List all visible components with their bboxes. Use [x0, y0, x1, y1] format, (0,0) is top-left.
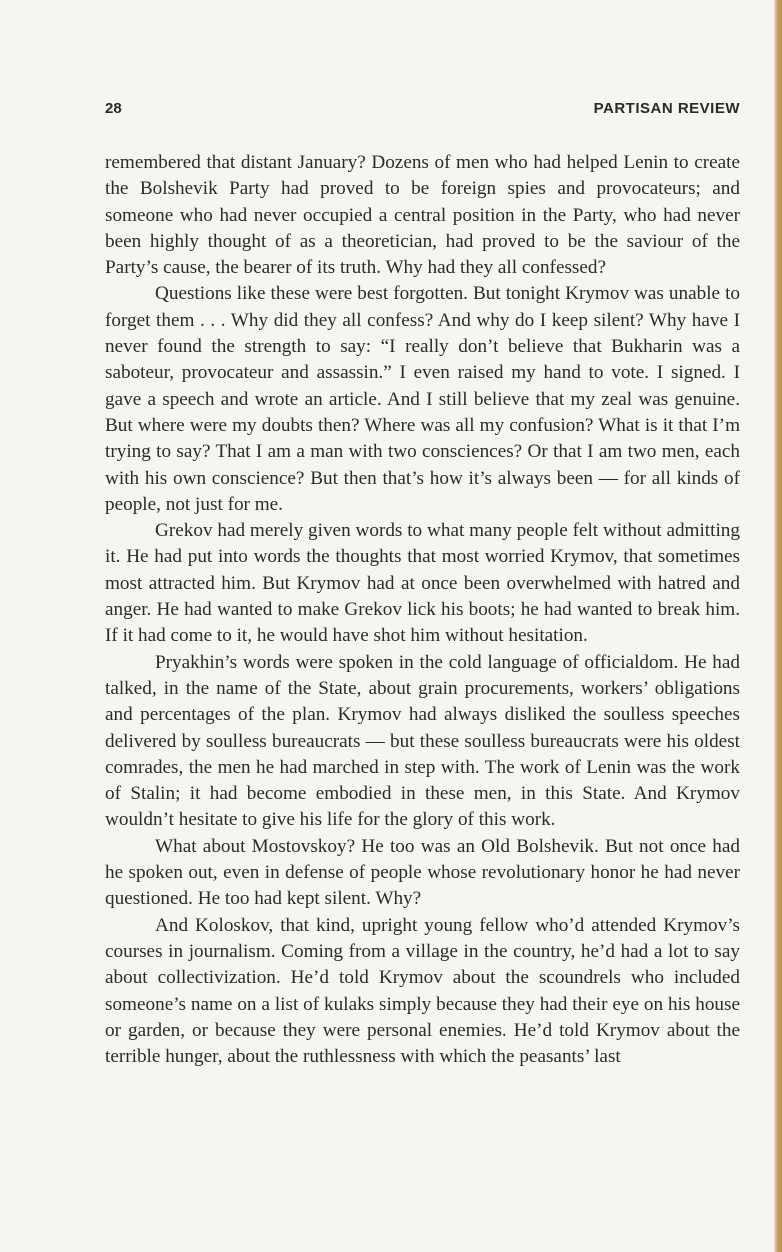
paragraph-2: Questions like these were best forgotten. But tonight Krymov was unable to forget them . . . Why did they all confess? And why do I keep silent? Why have I never found the strength to say: “I really don’t believe that Bukharin was a saboteur, provocateur and assassin.” I even raised my hand to vote. I signed. I gave a speech and wrote an article. And I still believe that my zeal was genuine. But where were my doubts then? Where was all my confusion? What is it that I’m trying to say? That I am a man with two consciences? Or that I am two men, each with his own conscience? But then that’s how it’s always been — for all kinds of people, not just for me. — [105, 283, 740, 515]
paragraph-3: Grekov had merely given words to what many people felt without admitting it. He had put into words the thoughts that most worried Krymov, that sometimes most attracted him. But Krymov had at once been overwhelmed with hatred and anger. He had wanted to make Grekov lick his boots; he had wanted to break him. If it had come to it, he would have shot him without hesitation. — [105, 520, 740, 647]
paragraph-1: remembered that distant January? Dozens of men who had helped Lenin to create the Bolshevik Party had proved to be foreign spies and provocateurs; and someone who had never occupied a central position in the Party, who had never been highly thought of as a theoretician, had proved to be the saviour of the Party’s cause, the bearer of its truth. Why had they all confessed? — [105, 152, 740, 279]
page-number: 28 — [105, 100, 122, 117]
page-edge — [774, 0, 782, 1252]
paragraph-6: And Koloskov, that kind, upright young fellow who’d attended Krymov’s courses in journalism. Coming from a village in the country, he’d had a lot to say about collectivization. He’d told Krymov about the scoundrels who included someone’s name on a list of kulaks simply because they had their eye on his house or garden, or because they were personal enemies. He’d told Krymov about the terrible hunger, about the ruthlessness with which the peasants’ last — [105, 914, 740, 1068]
paragraph-4: Pryakhin’s words were spoken in the cold language of officialdom. He had talked, in the name of the State, about grain procurements, workers’ obligations and percentages of the plan. Krymov had always disliked the soulless speeches delivered by soulless bureaucrats — but these soulless bureaucrats were his oldest comrades, the men he had marched in step with. The work of Lenin was the work of Stalin; it had become embodied in these men, in this State. And Krymov wouldn’t hesitate to give his life for the glory of this work. — [105, 651, 740, 831]
paragraph-5: What about Mostovskoy? He too was an Old Bolshevik. But not once had he spoken out, even in defense of people whose revolutionary honor he had never questioned. He too had kept silent. Why? — [105, 835, 740, 910]
article-body — [105, 150, 740, 1070]
journal-title: PARTISAN REVIEW — [593, 100, 740, 117]
